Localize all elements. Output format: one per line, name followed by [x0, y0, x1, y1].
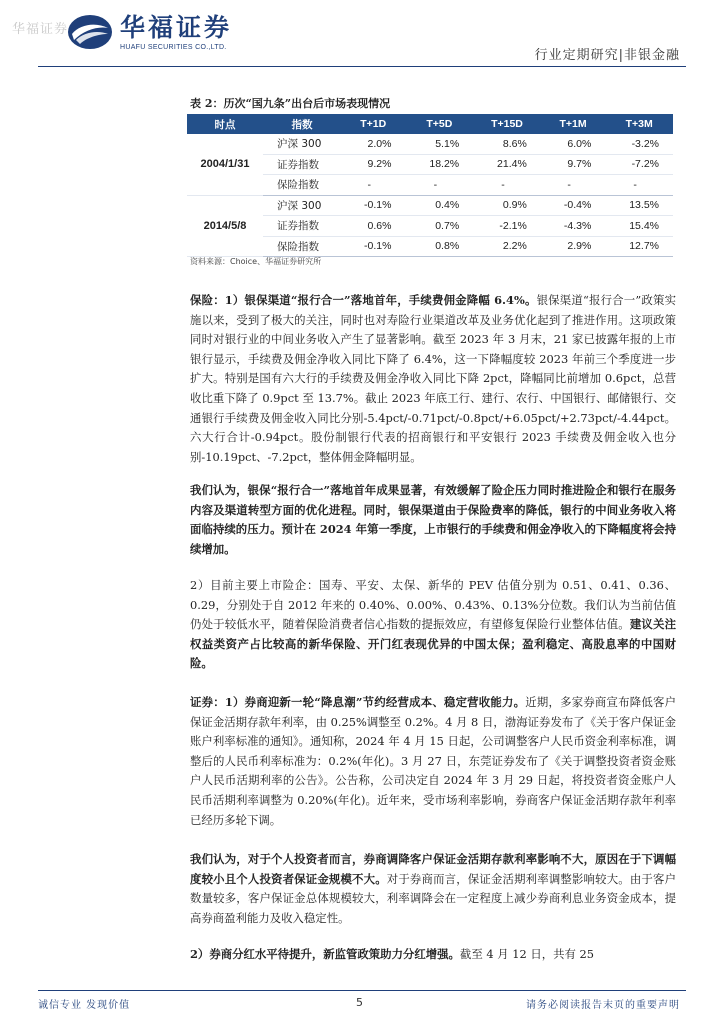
footer-disclaimer: 请务必阅读报告末页的重要声明 — [526, 1000, 680, 1011]
date-cell: 2004/1/31 — [187, 134, 263, 195]
footer-slogan: 诚信专业 发现价值 — [38, 1000, 131, 1011]
value-cell: 9.7% — [541, 154, 605, 175]
securities-heading: 证券：1）券商迎新一轮“降息潮”节约经营成本、稳定营收能力。 — [190, 695, 526, 709]
dividend-heading: 2）券商分红水平待提升，新监管政策助力分红增强。 — [190, 947, 460, 961]
value-cell: 2.2% — [473, 236, 541, 257]
value-cell: 2.9% — [541, 236, 605, 257]
value-cell: - — [605, 175, 673, 196]
market-performance-table — [187, 114, 673, 257]
value-cell: -0.4% — [541, 195, 605, 216]
index-cell: 保险指数 — [263, 175, 341, 196]
value-cell: 15.4% — [605, 216, 673, 237]
value-cell: 13.5% — [605, 195, 673, 216]
securities-paragraph — [190, 693, 676, 830]
header-divider — [38, 66, 686, 67]
valuation-recommendation: 建议关注权益类资产占比较高的新华保险、开门红表现优异的中国太保；盈利稳定、高股息率的中国财险。 — [190, 617, 676, 671]
value-cell: 8.6% — [473, 134, 541, 154]
value-cell: 0.4% — [405, 195, 473, 216]
index-cell: 沪深 300 — [263, 195, 341, 216]
company-logo — [66, 12, 232, 52]
logo-chinese-name: 华福证券 — [120, 12, 233, 42]
huafu-logo-icon — [66, 12, 114, 52]
index-cell: 沪深 300 — [263, 134, 341, 154]
index-cell: 证券指数 — [263, 154, 341, 175]
insurance-heading: 保险：1）银保渠道“报行合一”落地首年，手续费佣金降幅 6.4%。 — [190, 293, 537, 307]
insurance-paragraph — [190, 291, 676, 467]
value-cell: 2.0% — [341, 134, 405, 154]
watermark: 华福证券 — [12, 22, 69, 37]
dividend-paragraph — [190, 945, 676, 965]
document-type: 行业定期研究|非银金融 — [534, 48, 680, 63]
column-header: T+15D — [473, 114, 541, 134]
index-cell: 证券指数 — [263, 216, 341, 237]
value-cell: -7.2% — [605, 154, 673, 175]
value-cell: - — [473, 175, 541, 196]
value-cell: 0.7% — [405, 216, 473, 237]
insurance-conclusion: 我们认为，银保“报行合一”落地首年成果显著，有效缓解了险企压力同时推进险企和银行在服务内容及渠道转型方面的优化进程。同时，银保渠道由于保险费率的降低，银行的中间业务收入将面临持续的压力。预计在 2024 年第一季度，上市银行的手续费和佣金净收入的下降幅度将会持续增加。 — [190, 483, 676, 556]
table-source: 资料来源：Choice、华福证券研究所 — [190, 257, 322, 266]
securities-conclusion — [190, 850, 676, 928]
value-cell: -4.3% — [541, 216, 605, 237]
value-cell: 6.0% — [541, 134, 605, 154]
value-cell: -0.1% — [341, 195, 405, 216]
value-cell: - — [341, 175, 405, 196]
valuation-paragraph — [190, 576, 676, 674]
value-cell: 9.2% — [341, 154, 405, 175]
table-row — [187, 134, 673, 154]
securities-conclusion-bold: 我们认为，对于个人投资者而言，券商调降客户保证金活期存款利率影响不大，原因在于下调幅度较小且个人投资者保证金规模不大。 — [190, 852, 676, 886]
column-header: 指数 — [263, 114, 341, 134]
value-cell: 18.2% — [405, 154, 473, 175]
securities-conclusion-text: 对于券商而言，保证金活期利率调整影响较大。由于客户数量较多，客户保证金总体规模较大，利率调降会在一定程度上减少券商利息业务资金成本，提高券商盈利能力及收入稳定性。 — [190, 871, 676, 925]
value-cell: 0.9% — [473, 195, 541, 216]
column-header: T+3M — [605, 114, 673, 134]
value-cell: - — [405, 175, 473, 196]
value-cell: 0.8% — [405, 236, 473, 257]
footer-divider — [38, 990, 686, 991]
column-header: T+1D — [341, 114, 405, 134]
page-number: 5 — [356, 996, 363, 1009]
table-row — [187, 195, 673, 216]
value-cell: -2.1% — [473, 216, 541, 237]
valuation-text: 2）目前主要上市险企：国寿、平安、太保、新华的 PEV 估值分别为 0.51、0.41、0.36、0.29，分别处于自 2012 年来的 0.40%、0.00%、0.43%、0.13%分位数。我们认为当前估值仍处于较低水平，随着保险消费者信心指数的提振效应，有望修复保险行业整体估值。 — [190, 578, 676, 632]
table-title: 表 2：历次“国九条”出台后市场表现情况 — [190, 97, 391, 110]
securities-text: 近期，多家券商宣布降低客户保证金活期存款年利率，由 0.25%调整至 0.2%。4 月 8 日，渤海证券发布了《关于客户保证金账户利率标准的通知》。通知称，2024 年 4 月 15 日起，公司调整客户人民币资金利率标准，调整后的人民币利率标准为：0.2%(年化)。3 月 27 日，东莞证券发布了《关于调整投资者资金账户人民币活期利率的公告》。公告称，公司决定自 2024 年 3 月 29 日起，将投资者资金账户人民币活期利率调整为 0.20%(年化)。近年来，受市场利率影响，券商客户保证金活期存款年利率已经历多轮下调。 — [190, 695, 676, 827]
insurance-text: 银保渠道“报行合一”政策实施以来，受到了极大的关注，同时也对寿险行业渠道改革及业务优化起到了推进作用。这项政策同时对银行业的中间业务收入产生了显著影响。截至 2023 年 3 月末，21 家已披露年报的上市银行显示，手续费及佣金净收入同比下降了 6.4%，这一下降幅度较 2023 年前三个季度进一步扩大。特别是国有六大行的手续费及佣金净收入同比下降 2pct，降幅同比前增加 0.6pct，总营收比重下降了 0.9pct 至 13.7%。截止 2023 年底工行、建行、农行、中国银行、邮储银行、交通银行手续费及佣金收入同比分别-5.4pct/-0.71pct/-0.8pct/+6.05pct/+2.73pct/-4.44pct。六大行合计-0.94pct。股份制银行代表的招商银行和平安银行 2023 手续费及佣金收入也分别-10.19pct、-7.2pct，整体佣金降幅明显。 — [190, 293, 676, 464]
value-cell: -0.1% — [341, 236, 405, 257]
column-header: T+1M — [541, 114, 605, 134]
value-cell: 5.1% — [405, 134, 473, 154]
index-cell: 保险指数 — [263, 236, 341, 257]
value-cell: - — [541, 175, 605, 196]
date-cell: 2014/5/8 — [187, 195, 263, 257]
column-header: 时点 — [187, 114, 263, 134]
column-header: T+5D — [405, 114, 473, 134]
value-cell: 12.7% — [605, 236, 673, 257]
value-cell: 21.4% — [473, 154, 541, 175]
value-cell: -3.2% — [605, 134, 673, 154]
table-header-row — [187, 114, 673, 134]
logo-english-name: HUAFU SECURITIES CO.,LTD. — [120, 43, 227, 51]
value-cell: 0.6% — [341, 216, 405, 237]
dividend-text: 截至 4 月 12 日，共有 25 — [459, 947, 594, 961]
